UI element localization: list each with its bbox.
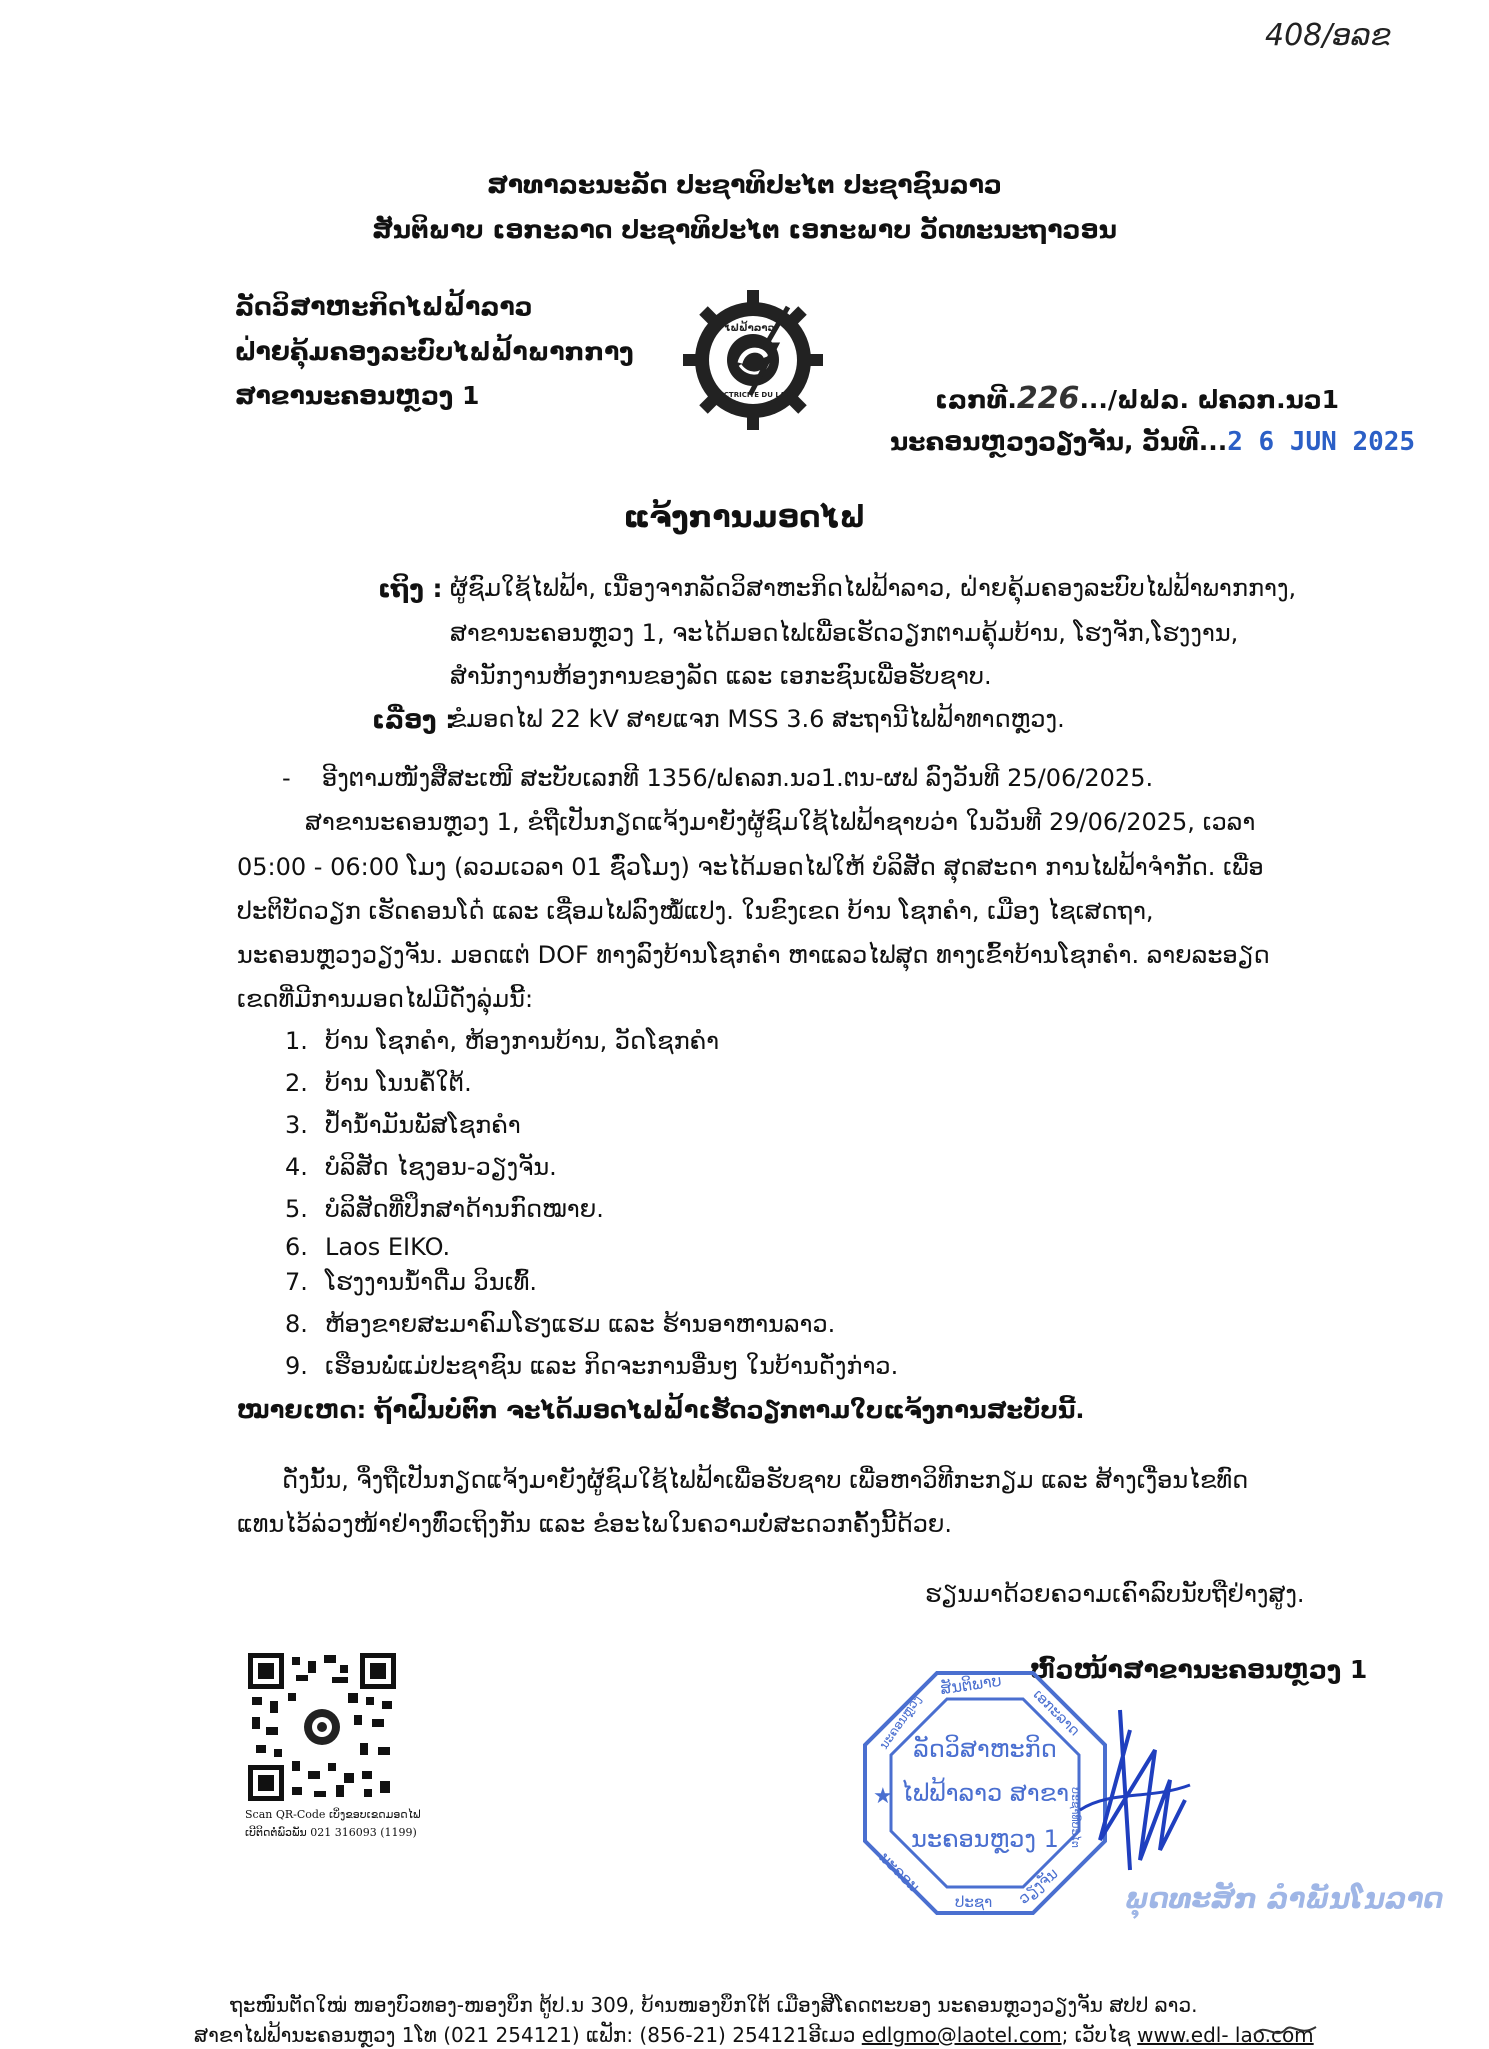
list-number: 3. xyxy=(285,1111,308,1139)
respect-line: ຮຽນມາດ້ວຍຄວາມເຄົາລົບນັບຖືຢ່າງສູງ. xyxy=(925,1580,1305,1608)
date-line xyxy=(890,427,1415,458)
national-header-line2: ສັນຕິພາບ ເອກະລາດ ປະຊາທິປະໄຕ ເອກະພາບ ວັດທະນະຖາວອນ xyxy=(372,215,1117,244)
stamp-ring-word: ເອກະລາດ xyxy=(1029,1686,1083,1740)
logo-text-bottom: ELECTRICITE DU LAOS xyxy=(709,391,797,399)
org-line2: ຝ່າຍຄຸ້ມຄອງລະບົບໄຟຟ້າພາກກາງ xyxy=(235,337,634,366)
signer-name: ພຸດທະສັກ ລໍາພັນໂນລາດ xyxy=(1125,1882,1444,1915)
date-prefix: ນະຄອນຫຼວງວຽງຈັນ, ວັນທີ... xyxy=(890,427,1228,456)
body-line-4: ນະຄອນຫຼວງວຽງຈັນ. ມອດແຕ່ DOF ທາງລົງບ້ານໂຊກຄຳ ຫາແລວໄຟສຸດ ທາງເຂົ້າບ້ານໂຊກຄຳ. ລາຍລະອຽດ xyxy=(237,941,1270,969)
list-item xyxy=(285,1027,719,1055)
stamp-center-line: ໄຟຟ້າລາວ ສາຂາ xyxy=(900,1779,1070,1807)
qr-caption-1: Scan QR-Code ເບິ່ງຂອບເຂດມອດໄຟ xyxy=(245,1808,421,1821)
list-item xyxy=(285,1268,537,1296)
stamp-ring-word: ນະຄອນຫຼວງ xyxy=(876,1692,924,1752)
closing-line-2: ແທນໄວ້ລ່ວງໜ້າຢ່າງທົ່ວເຖິງກັນ ແລະ ຂໍອະໄພໃນຄວາມບໍ່ສະດວກຄັ້ງນີ້ດ້ວຍ. xyxy=(237,1510,952,1538)
org-line1: ລັດວິສາຫະກິດໄຟຟ້າລາວ xyxy=(235,292,533,321)
corner-handwritten-note: 408/ອລຂ xyxy=(1265,18,1392,53)
qr-code[interactable] xyxy=(248,1653,396,1801)
document-title: ແຈ້ງການມອດໄຟ xyxy=(623,500,866,535)
to-label: ເຖິງ : xyxy=(378,574,443,603)
list-text: ຫ້ອງຂາຍສະມາຄົມໂຮງແຮມ ແລະ ຮ້ານອາຫານລາວ. xyxy=(325,1310,836,1338)
stamp-ring-word: ສັນຕິພາບ xyxy=(938,1670,1003,1699)
stamp-center-line: ນະຄອນຫຼວງ 1 xyxy=(911,1825,1059,1853)
stamp-ring-word: ນະຄອນ xyxy=(875,1848,924,1896)
ref-number-handwritten: 226 xyxy=(1016,381,1080,416)
body-line-2: 05:00 - 06:00 ໂມງ (ລວມເວລາ 01 ຊົ່ວໂມງ) ຈະໄດ້ມອດໄຟໃຫ້ ບໍລິສັດ ສຸດສະດາ ການໄຟຟ້າຈຳກັດ. ເພື່ອ xyxy=(237,853,1264,881)
qr-caption-2: ເບີຕິດຕໍ່ພົວພັນ 021 316093 (1199) xyxy=(245,1826,417,1839)
list-item xyxy=(285,1310,835,1338)
subject-label: ເລື່ອງ : xyxy=(372,705,456,734)
svg-text:★: ★ xyxy=(873,1784,893,1809)
list-item xyxy=(285,1069,472,1097)
edl-logo xyxy=(678,285,828,435)
list-text: ບ້ານ ໂຊກຄຳ, ຫ້ອງການບ້ານ, ວັດໂຊກຄຳ xyxy=(325,1027,720,1055)
stamp-center-line: ລັດວິສາຫະກິດ xyxy=(913,1735,1057,1763)
subject-text: ຂໍມອດໄຟ 22 kV ສາຍແຈກ MSS 3.6 ສະຖານີໄຟຟ້າທາດຫຼວງ. xyxy=(450,705,1065,733)
to-line-3: ສຳນັກງານຫ້ອງການຂອງລັດ ແລະ ເອກະຊົນເພື່ອຮັບຊາບ. xyxy=(450,662,992,690)
list-text: ປໍ້ານ້ຳມັນພັສໂຊກຄຳ xyxy=(325,1111,521,1139)
footer-initials xyxy=(1250,2015,1320,2045)
footer-contact-prefix: ສາຂາໄຟຟ້ານະຄອນຫຼວງ 1ໂທ (021 254121) ແຟັກ: (856-21) 254121ອີເມວ xyxy=(194,2023,862,2047)
reference-dash: - xyxy=(282,764,291,792)
list-number: 5. xyxy=(285,1195,308,1223)
reference-line: ອີງຕາມໜັງສືສະເໜີ ສະບັບເລກທີ 1356/ຝຄລກ.ນວ1.ຕນ-ຜຟ ລົງວັນທີ 25/06/2025. xyxy=(322,764,1154,792)
footer-contact xyxy=(194,2023,1314,2047)
list-item xyxy=(285,1111,521,1139)
stamp-ring-word: ປະຊາ xyxy=(955,1893,993,1911)
body-line-1: ສາຂານະຄອນຫຼວງ 1, ຂໍຖືເປັນກຽດແຈ້ງມາຍັງຜູ້ຊົມໃຊ້ໄຟຟ້າຊາບວ່າ ໃນວັນທີ 29/06/2025, ເວລາ xyxy=(305,808,1256,836)
list-item xyxy=(285,1153,557,1181)
list-number: 8. xyxy=(285,1310,308,1338)
list-number: 6. xyxy=(285,1233,308,1261)
list-number: 2. xyxy=(285,1069,308,1097)
list-text: ເຮືອນພໍ່ແມ່ປະຊາຊົນ ແລະ ກິດຈະການອື່ນໆ ໃນບ້ານດັ່ງກ່າວ. xyxy=(325,1352,899,1380)
list-text: Laos EIKO. xyxy=(325,1233,451,1261)
list-number: 9. xyxy=(285,1352,308,1380)
stamp-ring-word: ວຽງຈັນ xyxy=(1014,1864,1062,1908)
list-number: 1. xyxy=(285,1027,308,1055)
list-item xyxy=(285,1233,450,1261)
list-number: 4. xyxy=(285,1153,308,1181)
org-line3: ສາຂານະຄອນຫຼວງ 1 xyxy=(235,381,480,410)
logo-text-top: ໄຟຟ້າລາວ xyxy=(724,323,775,334)
footer-website-link[interactable]: www.edl- lao.com xyxy=(1137,2023,1314,2047)
list-text: ບໍລິສັດ ໄຊງອນ-ວຽງຈັນ. xyxy=(325,1153,557,1181)
list-text: ບ້ານ ໂນນຄໍ້ໃຕ້. xyxy=(325,1069,472,1097)
list-item xyxy=(285,1352,898,1380)
ref-number-line xyxy=(935,381,1339,417)
handwritten-signature xyxy=(1060,1690,1200,1890)
signer-title: ຫົວໜ້າສາຂານະຄອນຫຼວງ 1 xyxy=(1030,1655,1368,1684)
list-text: ບໍລິສັດທີ່ປຶກສາດ້ານກົດໝາຍ. xyxy=(325,1195,604,1223)
list-item xyxy=(285,1195,604,1223)
national-header-line1: ສາທາລະນະລັດ ປະຊາທິປະໄຕ ປະຊາຊົນລາວ xyxy=(487,170,1002,199)
body-line-5: ເຂດທີ່ມີການມອດໄຟມີດັ່ງລຸ່ມນີ້: xyxy=(237,985,534,1013)
footer-email-link[interactable]: edlgmo@laotel.com xyxy=(861,2023,1062,2047)
ref-prefix: ເລກທີ. xyxy=(935,385,1017,414)
to-line-1: ຜູ້ຊົມໃຊ້ໄຟຟ້າ, ເນື່ອງຈາກລັດວິສາຫະກິດໄຟຟ້າລາວ, ຝ່າຍຄຸ້ມຄອງລະບົບໄຟຟ້າພາກກາງ, xyxy=(450,574,1297,602)
footer-contact-mid: ; ເວັບໄຊ xyxy=(1061,2023,1138,2047)
ref-suffix: .../ຟຟລ. ຝຄລກ.ນວ1 xyxy=(1079,385,1340,414)
to-line-2: ສາຂານະຄອນຫຼວງ 1, ຈະໄດ້ມອດໄຟເພື່ອເຮັດວຽກຕາມຄຸ້ມບ້ານ, ໂຮງຈັກ,ໂຮງງານ, xyxy=(450,619,1239,647)
stamp-ring-word: ປະຊາທິປະໄຕ xyxy=(1068,1787,1082,1848)
list-text: ໂຮງງານນ້ຳດື່ມ ວິນເທົ້. xyxy=(325,1268,537,1296)
date-stamp: 2 6 JUN 2025 xyxy=(1227,427,1416,457)
list-number: 7. xyxy=(285,1268,308,1296)
footer-address: ຖະໜົນຕັດໃໝ່ ໜອງບົວທອງ-ໜອງບຶກ ຕູ້ປ.ນ 309, ບ້ານໜອງບຶກໃຕ້ ເມືອງສີໂຄດຕະບອງ ນະຄອນຫຼວງວຽງຈັນ ສປປ ລາວ. xyxy=(230,1993,1198,2017)
body-line-3: ປະຕິບັດວຽກ ເຮັດຄອນໂດ໋ ແລະ ເຊື່ອມໄຟລົງໝໍ້ແປງ. ໃນຂົງເຂດ ບ້ານ ໂຊກຄຳ, ເມືອງ ໄຊເສດຖາ, xyxy=(237,897,1154,925)
note-line: ໝາຍເຫດ: ຖ້າຝົນບໍ່ຕົກ ຈະໄດ້ມອດໄຟຟ້າເຮັດວຽກຕາມໃບແຈ້ງການສະບັບນີ້. xyxy=(237,1396,1085,1424)
closing-line-1: ດັ່ງນັ້ນ, ຈຶ່ງຖືເປັນກຽດແຈ້ງມາຍັງຜູ້ຊົມໃຊ້ໄຟຟ້າເພື່ອຮັບຊາບ ເພື່ອຫາວິທີກະກຽມ ແລະ ສ້າງເງື່ອນໄຂທົດ xyxy=(282,1466,1249,1494)
